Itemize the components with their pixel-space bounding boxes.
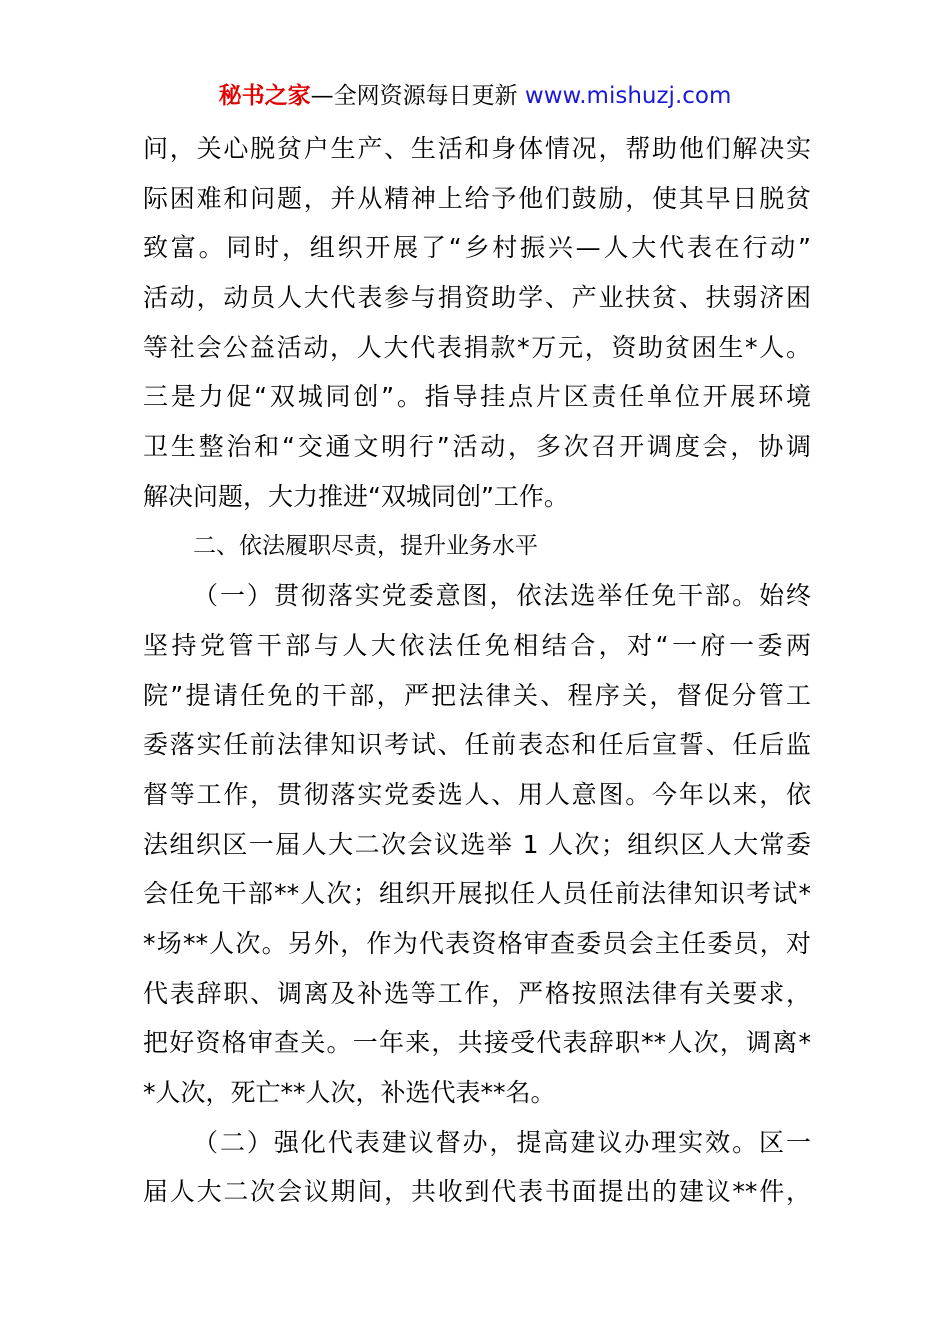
body-line: 院”提请任免的干部，严把法律关、程序关，督促分管工 — [143, 680, 811, 710]
header-brand: 秘书之家 — [218, 83, 311, 109]
body-line: 问，关心脱贫户生产、生活和身体情况，帮助他们解决实 — [143, 134, 811, 163]
body-line: 坚持党管干部与人大依法任免相结合，对“一府一委两 — [143, 630, 811, 660]
body-line: 三是力促“双城同创”。指导挂点片区责任单位开展环境 — [143, 382, 811, 412]
body-line: 届人大二次会议期间，共收到代表书面提出的建议**件， — [143, 1177, 811, 1207]
body-line: *场**人次。另外，作为代表资格审查委员会主任委员，对 — [143, 929, 811, 958]
body-line: 致富。同时，组织开展了“乡村振兴—人大代表在行动” — [143, 233, 811, 263]
body-line: 代表辞职、调离及补选等工作，严格按照法律有关要求， — [143, 978, 811, 1008]
document-body — [143, 124, 811, 1217]
body-line: （二）强化代表建议督办，提高建议办理实效。区一 — [193, 1127, 811, 1157]
body-line: （一）贯彻落实党委意图，依法选举任免干部。始终 — [193, 581, 811, 611]
section-heading: 二、依法履职尽责，提升业务水平 — [193, 532, 538, 559]
header-site-link[interactable]: www.mishuzj.com — [524, 83, 732, 109]
header-tagline: —全网资源每日更新 — [310, 83, 525, 109]
body-line: 际困难和问题，并从精神上给予他们鼓励，使其早日脱贫 — [143, 183, 811, 213]
body-line: 卫生整治和“交通文明行”活动，多次召开调度会，协调 — [143, 432, 811, 462]
body-line: 活动，动员人大代表参与捐资助学、产业扶贫、扶弱济困 — [143, 283, 811, 313]
body-line: 会任免干部**人次；组织开展拟任人员任前法律知识考试* — [143, 879, 811, 909]
body-line: 法组织区一届人大二次会议选举 1 人次；组织区人大常委 — [143, 829, 811, 859]
body-line: *人次，死亡**人次，补选代表**名。 — [143, 1078, 556, 1108]
body-line: 把好资格审查关。一年来，共接受代表辞职**人次，调离* — [143, 1028, 811, 1058]
body-line: 解决问题，大力推进“双城同创”工作。 — [143, 481, 569, 511]
body-line: 督等工作，贯彻落实党委选人、用人意图。今年以来，依 — [143, 779, 811, 809]
body-line: 委落实任前法律知识考试、任前表态和任后宣誓、任后监 — [143, 730, 811, 760]
page-header — [0, 80, 950, 112]
body-line: 等社会公益活动，人大代表捐款*万元，资助贫困生*人。 — [143, 332, 811, 362]
